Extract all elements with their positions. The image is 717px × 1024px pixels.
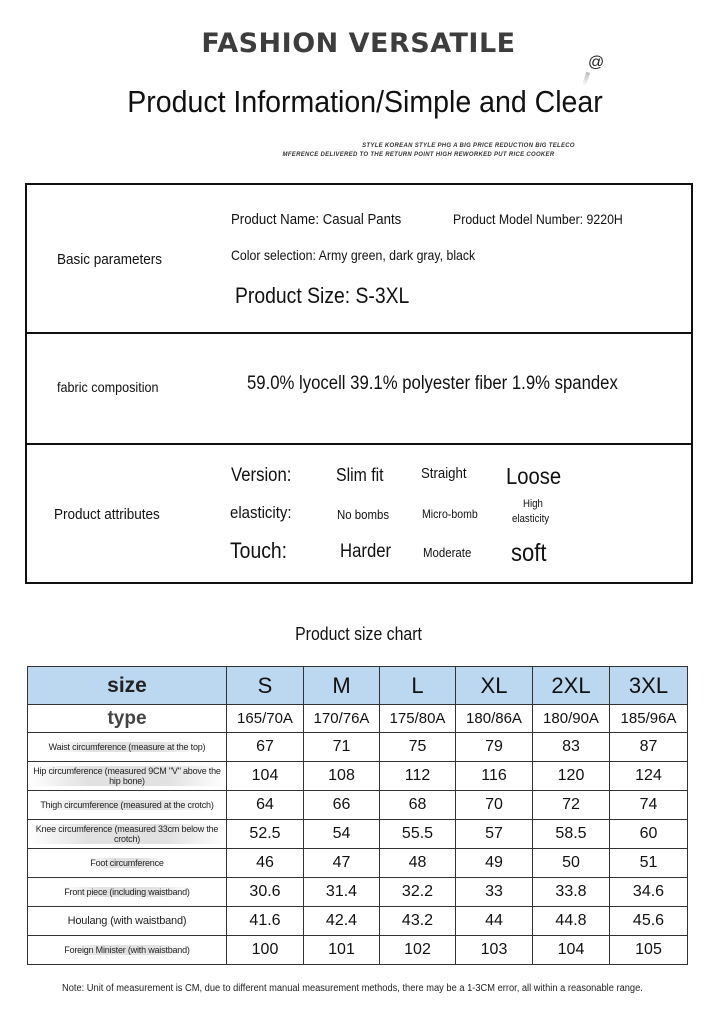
footer-note: Note: Unit of measurement is CM, due to different manual measurement methods, there may be a 1-3CM error, all within a reasonable range. <box>62 983 643 994</box>
table-cell: 75 <box>380 733 456 762</box>
table-cell: 33.8 <box>533 878 610 907</box>
version-loose: Loose <box>506 463 562 489</box>
table-cell: 100 <box>227 936 304 965</box>
table-cell: 112 <box>380 762 456 791</box>
table-cell: 104 <box>227 762 304 791</box>
table-cell: 71 <box>304 733 380 762</box>
type-cell: 185/96A <box>610 705 688 733</box>
type-cell: 175/80A <box>380 705 456 733</box>
table-cell: 101 <box>304 936 380 965</box>
elasticity-high: High <box>523 498 543 510</box>
table-cell: 79 <box>456 733 533 762</box>
size-col-header: 3XL <box>610 667 688 705</box>
table-cell: 31.4 <box>304 878 380 907</box>
table-cell: 120 <box>533 762 610 791</box>
size-chart-title: Product size chart <box>295 624 422 644</box>
table-cell: 60 <box>610 820 688 849</box>
size-corner-label: size <box>28 667 227 705</box>
product-size: Product Size: S-3XL <box>235 283 410 308</box>
table-row <box>28 849 688 878</box>
basic-parameters-row <box>27 185 691 334</box>
row-label <box>28 733 227 762</box>
row-label <box>28 936 227 965</box>
table-cell: 64 <box>227 791 304 820</box>
table-cell: 49 <box>456 849 533 878</box>
fabric-composition-value: 59.0% lyocell 39.1% polyester fiber 1.9% spandex <box>247 373 618 394</box>
table-cell: 116 <box>456 762 533 791</box>
table-cell: 103 <box>456 936 533 965</box>
version-slim-fit: Slim fit <box>336 465 384 485</box>
table-row <box>28 878 688 907</box>
row-label-text: Foot circumference <box>90 858 164 868</box>
elasticity-no-bombs: No bombs <box>337 507 390 522</box>
table-row <box>28 936 688 965</box>
table-cell: 42.4 <box>304 907 380 936</box>
tiny-text-line-2: MFERENCE DELIVERED TO THE RETURN POINT HIGH REWORKED PUT RICE COOKER <box>282 152 555 158</box>
version-straight: Straight <box>421 465 467 482</box>
color-selection: Color selection: Army green, dark gray, black <box>231 247 476 263</box>
at-symbol: @ <box>588 54 605 71</box>
row-label <box>28 907 227 936</box>
table-row <box>28 791 688 820</box>
table-cell: 50 <box>533 849 610 878</box>
elasticity-high-sub: elasticity <box>512 513 550 525</box>
table-row <box>28 762 688 791</box>
touch-soft: soft <box>511 539 547 567</box>
table-cell: 67 <box>227 733 304 762</box>
product-attributes-row <box>27 445 691 582</box>
table-cell: 68 <box>380 791 456 820</box>
table-cell: 32.2 <box>380 878 456 907</box>
table-cell: 83 <box>533 733 610 762</box>
product-name: Product Name: Casual Pants <box>231 211 402 228</box>
table-cell: 48 <box>380 849 456 878</box>
product-model-number: Product Model Number: 9220H <box>453 211 623 227</box>
table-row <box>28 907 688 936</box>
row-label-text: Thigh circumference (measured at the crotch) <box>40 800 214 810</box>
table-cell: 44.8 <box>533 907 610 936</box>
table-cell: 46 <box>227 849 304 878</box>
basic-parameters-label: Basic parameters <box>57 251 163 268</box>
type-cell: 170/76A <box>304 705 380 733</box>
row-label-text: Foreign Minister (with waistband) <box>64 945 190 955</box>
table-cell: 72 <box>533 791 610 820</box>
fabric-composition-label: fabric composition <box>57 379 159 395</box>
touch-moderate: Moderate <box>423 545 472 560</box>
row-label <box>28 849 227 878</box>
table-cell: 74 <box>610 791 688 820</box>
table-cell: 41.6 <box>227 907 304 936</box>
headline: Product Information/Simple and Clear <box>127 84 603 119</box>
table-cell: 54 <box>304 820 380 849</box>
row-label <box>28 878 227 907</box>
table-cell: 34.6 <box>610 878 688 907</box>
table-cell: 57 <box>456 820 533 849</box>
touch-label: Touch: <box>230 538 288 563</box>
table-cell: 55.5 <box>380 820 456 849</box>
size-col-header: 2XL <box>533 667 610 705</box>
row-label <box>28 762 227 791</box>
table-cell: 47 <box>304 849 380 878</box>
row-label-text: Knee circumference (measured 33cm below the crotch) <box>28 824 226 844</box>
size-header-row <box>28 667 688 705</box>
size-chart-table <box>27 666 688 965</box>
table-cell: 108 <box>304 762 380 791</box>
touch-harder: Harder <box>340 541 392 562</box>
row-label-text: Waist circumference (measure at the top) <box>48 742 206 752</box>
table-cell: 30.6 <box>227 878 304 907</box>
type-corner-label: type <box>28 705 227 733</box>
version-label: Version: <box>231 465 292 486</box>
size-col-header: XL <box>456 667 533 705</box>
table-cell: 44 <box>456 907 533 936</box>
type-cell: 180/86A <box>456 705 533 733</box>
size-col-header: S <box>227 667 304 705</box>
size-col-header: M <box>304 667 380 705</box>
table-cell: 51 <box>610 849 688 878</box>
table-cell: 104 <box>533 936 610 965</box>
table-cell: 124 <box>610 762 688 791</box>
table-cell: 33 <box>456 878 533 907</box>
table-cell: 45.6 <box>610 907 688 936</box>
type-row <box>28 705 688 733</box>
table-cell: 43.2 <box>380 907 456 936</box>
row-label <box>28 791 227 820</box>
row-label-text: Front piece (including waistband) <box>64 887 190 897</box>
row-label-text: Hip circumference (measured 9CM "V" above the hip bone) <box>28 766 226 786</box>
product-attributes-label: Product attributes <box>54 506 160 523</box>
table-cell: 87 <box>610 733 688 762</box>
elasticity-label: elasticity: <box>230 503 292 522</box>
tiny-text-line-1: STYLE KOREAN STYLE PHG A BIG PRICE REDUCTION BIG TELECO <box>362 143 575 149</box>
row-label <box>28 820 227 849</box>
table-cell: 105 <box>610 936 688 965</box>
table-row <box>28 820 688 849</box>
table-cell: 70 <box>456 791 533 820</box>
elasticity-micro-bomb: Micro-bomb <box>422 507 478 521</box>
fabric-composition-row <box>27 334 691 445</box>
type-cell: 165/70A <box>227 705 304 733</box>
brand-title: FASHION VERSATILE <box>201 28 516 59</box>
table-cell: 52.5 <box>227 820 304 849</box>
product-params-box <box>25 183 693 584</box>
table-cell: 102 <box>380 936 456 965</box>
row-label-text: Houlang (with waistband) <box>67 915 187 927</box>
table-cell: 58.5 <box>533 820 610 849</box>
size-col-header: L <box>380 667 456 705</box>
table-cell: 66 <box>304 791 380 820</box>
type-cell: 180/90A <box>533 705 610 733</box>
table-row <box>28 733 688 762</box>
